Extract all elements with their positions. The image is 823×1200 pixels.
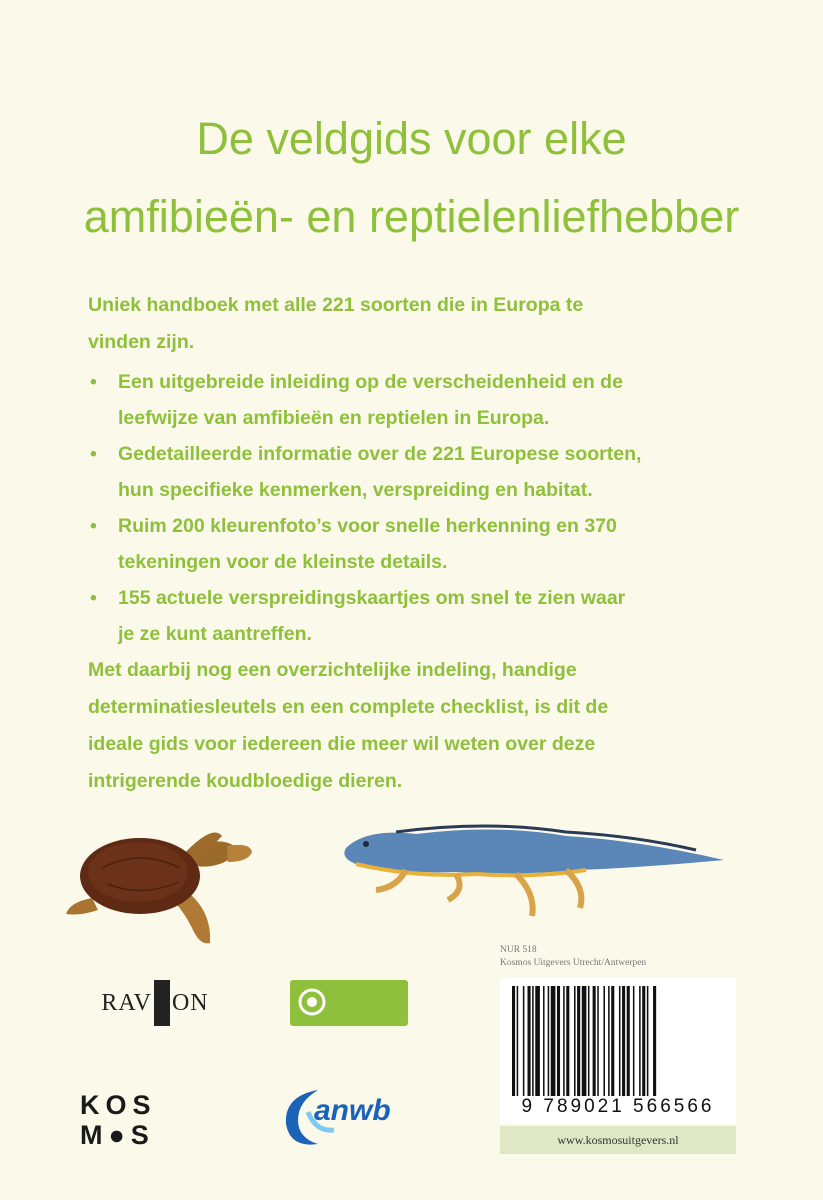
kosmos-logo-line-2: M●S bbox=[80, 1120, 155, 1150]
headline-line-2: amfibieën- en reptielenliefhebber bbox=[83, 191, 740, 242]
barcode-bars bbox=[508, 986, 730, 1096]
list-item-line-1: Gedetailleerde informatie over de 221 Europese soorten, bbox=[118, 443, 642, 465]
ravon-logo-mark bbox=[154, 980, 170, 1026]
list-item-line-2: je ze kunt aantreffen. bbox=[118, 623, 312, 645]
bullet-icon: • bbox=[90, 515, 97, 537]
nature-organization-logo bbox=[290, 980, 408, 1026]
list-item bbox=[88, 508, 748, 580]
anwb-logo bbox=[278, 1082, 418, 1152]
feature-list bbox=[88, 364, 748, 652]
anwb-logo-text: anwb bbox=[314, 1094, 391, 1127]
intro-line-2: vinden zijn. bbox=[88, 331, 195, 353]
publisher-line: Kosmos Uitgevers Utrecht/Antwerpen bbox=[500, 958, 647, 968]
ravon-logo-text-left: RAV bbox=[101, 989, 152, 1016]
list-item-line-1: 155 actuele verspreidingskaartjes om snel te zien waar bbox=[118, 587, 626, 609]
list-item-line-2: tekeningen voor de kleinste details. bbox=[118, 551, 448, 573]
list-item bbox=[88, 436, 748, 508]
list-item bbox=[88, 580, 748, 652]
headline-line-1: De veldgids voor elke bbox=[196, 113, 627, 164]
bullet-icon: • bbox=[90, 443, 97, 465]
headline bbox=[0, 100, 823, 256]
list-item-line-1: Een uitgebreide inleiding op de verscheidenheid en de bbox=[118, 371, 623, 393]
outro-line-4: intrigerende koudbloedige dieren. bbox=[88, 770, 403, 792]
publisher-info bbox=[500, 944, 646, 970]
intro-paragraph bbox=[88, 287, 738, 361]
ravon-logo-text-right: ON bbox=[171, 989, 209, 1016]
sea-turtle-illustration bbox=[62, 818, 257, 950]
barcode bbox=[500, 978, 736, 1124]
kosmos-logo-line-1: KOS bbox=[80, 1090, 157, 1120]
list-item-line-2: hun specifieke kenmerken, verspreiding en habitat. bbox=[118, 479, 593, 501]
kosmos-logo bbox=[80, 1090, 210, 1150]
outro-line-3: ideale gids voor iedereen die meer wil weten over deze bbox=[88, 733, 596, 755]
list-item bbox=[88, 364, 748, 436]
list-item-line-1: Ruim 200 kleurenfoto’s voor snelle herkenning en 370 bbox=[118, 515, 617, 537]
list-item-line-2: leefwijze van amfibieën en reptielen in Europa. bbox=[118, 407, 550, 429]
outro-line-1: Met daarbij nog een overzichtelijke indeling, handige bbox=[88, 659, 577, 681]
nur-code: NUR 518 bbox=[500, 945, 537, 955]
crested-newt-illustration bbox=[336, 818, 726, 923]
bullet-icon: • bbox=[90, 371, 97, 393]
website-url: www.kosmosuitgevers.nl bbox=[500, 1126, 736, 1154]
ravon-logo bbox=[96, 978, 214, 1028]
outro-paragraph bbox=[88, 652, 738, 800]
intro-line-1: Uniek handboek met alle 221 soorten die in Europa te bbox=[88, 294, 584, 316]
isbn-number: 9 789021 566566 bbox=[521, 1096, 715, 1117]
outro-line-2: determinatiesleutels en een complete checklist, is dit de bbox=[88, 696, 609, 718]
bullet-icon: • bbox=[90, 587, 97, 609]
swirl-icon bbox=[298, 988, 326, 1016]
